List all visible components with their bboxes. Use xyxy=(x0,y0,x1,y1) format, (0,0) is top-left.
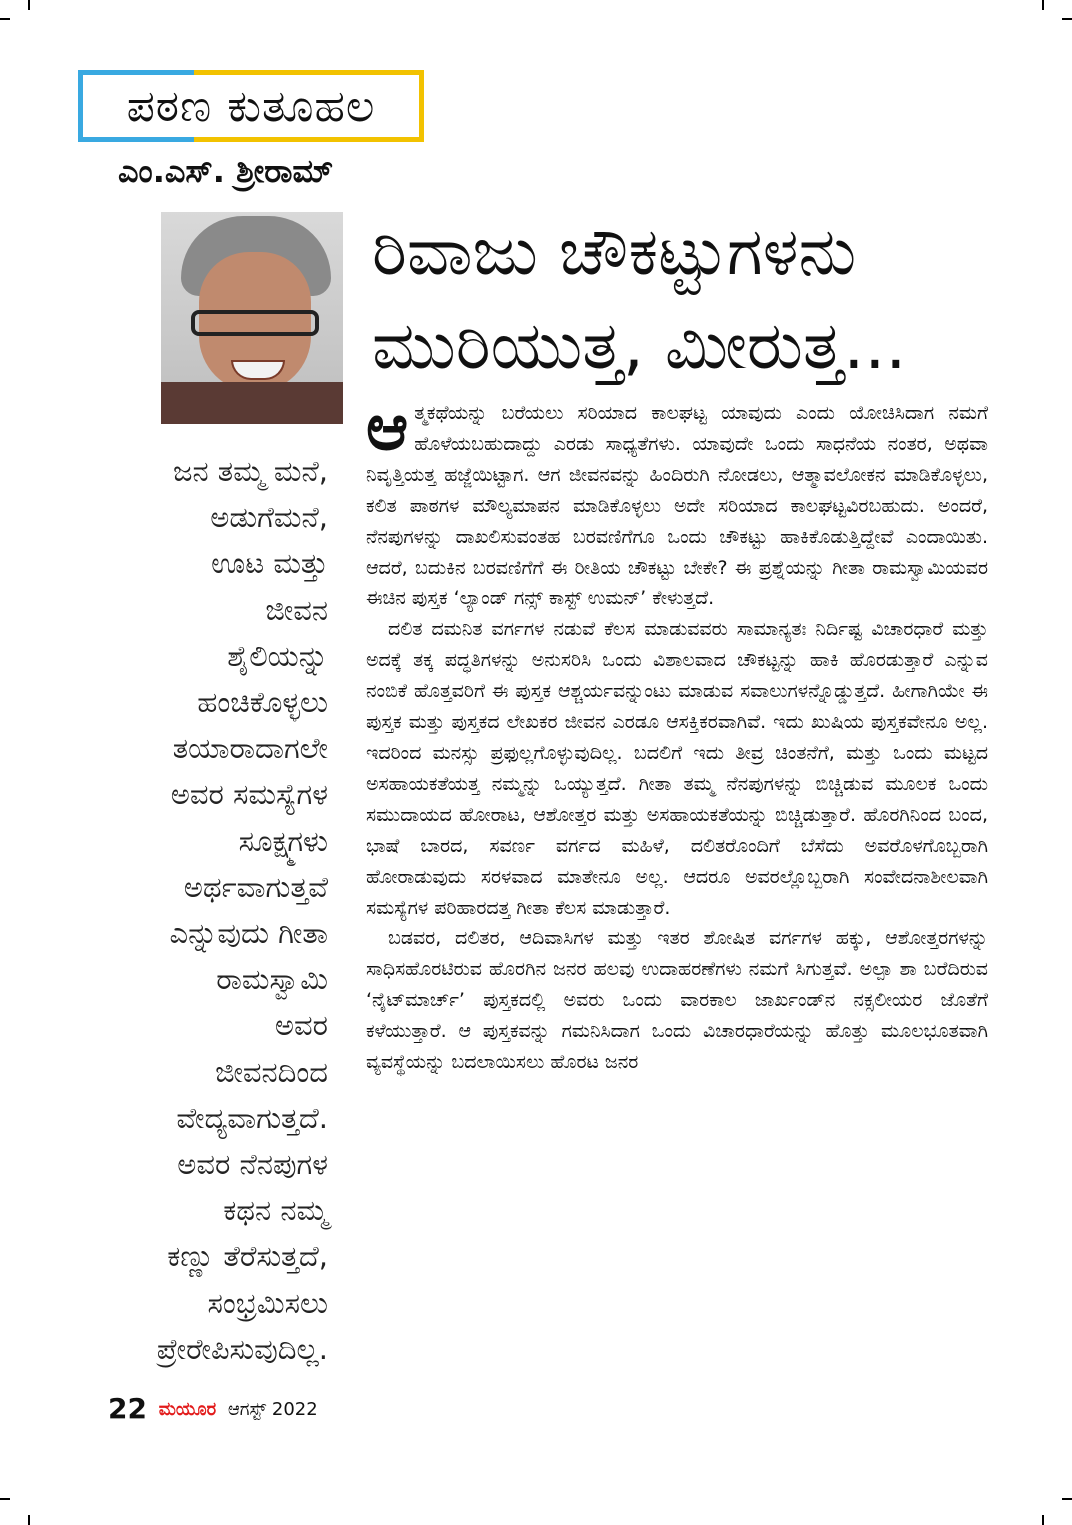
pull-quote-line: ಅಡುಗೆಮನೆ, xyxy=(210,500,328,535)
magazine-name: ಮಯೂರ xyxy=(158,1399,217,1420)
crop-mark xyxy=(1042,1515,1044,1525)
column-banner xyxy=(78,70,424,142)
crop-mark xyxy=(0,1498,10,1500)
pull-quote-line: ಜನ ತಮ್ಮ ಮನೆ, xyxy=(172,454,328,488)
pull-quote-line: ಸಂಭ್ರಮಿಸಲು xyxy=(207,1285,328,1320)
article-headline xyxy=(372,205,1012,393)
pull-quote-line: ಹಂಚಿಕೊಳ್ಳಲು xyxy=(197,685,328,720)
page-footer xyxy=(108,1392,318,1425)
paragraph-1-text: ತ್ಮಕಥೆಯನ್ನು ಬರೆಯಲು ಸರಿಯಾದ ಕಾಲಘಟ್ಟ ಯಾವುದು ಎಂದು ಯೋಚಿಸಿದಾಗ ನಮಗೆ ಹೊಳೆಯಬಹುದಾದ್ದು ಎರಡು ಸಾಧ್ಯತೆಗಳು. ಯಾವುದೇ ಒಂದು ಸಾಧನೆಯ ನಂತರ, ಅಥವಾ ನಿವೃತ್ತಿಯತ್ತ ಹಜ್ಜೆಯಿಟ್ಟಾಗ. ಆಗ ಜೀವನವನ್ನು ಹಿಂದಿರುಗಿ ನೋಡಲು, ಆತ್ಮಾವಲೋಕನ ಮಾಡಿಕೊಳ್ಳಲು, ಕಲಿತ ಪಾಠಗಳ ಮೌಲ್ಯಮಾಪನ ಮಾಡಿಕೊಳ್ಳಲು ಅದೇ ಸರಿಯಾದ ಕಾಲಘಟ್ಟವಿರಬಹುದು. ಅಂದರೆ, ನೆನಪುಗಳನ್ನು ದಾಖಲಿಸುವಂತಹ ಬರವಣಿಗೆಗೂ ಒಂದು ಚೌಕಟ್ಟು ಹಾಕಿಕೊಡುತ್ತಿದ್ದೇವೆ ಎಂದಾಯಿತು. ಆದರೆ, ಬದುಕಿನ ಬರವಣಿಗೆಗೆ ಈ ರೀತಿಯ ಚೌಕಟ್ಟು ಬೇಕೇ? ಈ ಪ್ರಶ್ನೆಯನ್ನು ಗೀತಾ ರಾಮಸ್ವಾಮಿಯವರ ಈಚಿನ ಪುಸ್ತಕ ‘ಲ್ಯಾಂಡ್ ಗನ್ಸ್ ಕಾಸ್ಟ್ ಉಮನ್’ ಕೇಳುತ್ತದೆ. xyxy=(366,402,988,610)
pull-quote-line: ತಯಾರಾದಾಗಲೇ xyxy=(172,731,328,766)
crop-mark xyxy=(1062,18,1072,20)
paragraph-1 xyxy=(366,391,988,614)
headline-line-2: ಮುರಿಯುತ್ತ, ಮೀರುತ್ತ... xyxy=(372,307,907,384)
pull-quote-line: ಕಥನ ನಮ್ಮ xyxy=(223,1193,328,1228)
crop-mark xyxy=(1062,1498,1072,1500)
pull-quote-line: ವೇದ್ಯವಾಗುತ್ತದೆ. xyxy=(176,1100,328,1135)
drop-cap: ಆ xyxy=(366,391,409,465)
pull-quote-line: ಪ್ರೇರೇಪಿಸುವುದಿಲ್ಲ. xyxy=(156,1331,328,1366)
pull-quote-line: ಕಣ್ಣು ತೆರೆಸುತ್ತದೆ, xyxy=(167,1239,328,1274)
pull-quote-line: ಜೀವನ xyxy=(265,592,328,627)
pull-quote-line: ರಾಮಸ್ವಾಮಿ xyxy=(216,962,328,997)
author-name: ಎಂ.ಎಸ್. ಶ್ರೀರಾಮ್ xyxy=(118,152,334,190)
article-body xyxy=(366,391,988,1078)
crop-mark xyxy=(0,18,10,20)
crop-mark xyxy=(28,0,30,10)
pull-quote-line: ಅವರ ಸಮಸ್ಯೆಗಳ xyxy=(170,777,328,812)
pull-quote-line: ಎನ್ನುವುದು ಗೀತಾ xyxy=(169,916,328,951)
pull-quote-line: ಜೀವನದಿಂದ xyxy=(215,1054,328,1089)
headline-line-1: ರಿವಾಜು ಚೌಕಟ್ಟುಗಳನು xyxy=(372,213,857,290)
column-name: ಪಠಣ ಕುತೂಹಲ xyxy=(126,81,376,132)
pull-quote-line: ಸೂಕ್ಷ್ಮಗಳು xyxy=(238,823,328,858)
paragraph-2: ದಲಿತ ದಮನಿತ ವರ್ಗಗಳ ನಡುವೆ ಕೆಲಸ ಮಾಡುವವರು ಸಾಮಾನ್ಯತಃ ನಿರ್ದಿಷ್ಟ ವಿಚಾರಧಾರೆ ಮತ್ತು ಅದಕ್ಕೆ ತಕ್ಕ ಪದ್ಧತಿಗಳನ್ನು ಅನುಸರಿಸಿ ಒಂದು ವಿಶಾಲವಾದ ಚೌಕಟ್ಟನ್ನು ಹಾಕಿ ಹೊರಡುತ್ತಾರೆ ಎನ್ನುವ ನಂಬಿಕೆ ಹೊತ್ತವರಿಗೆ ಈ ಪುಸ್ತಕ ಆಶ್ಚರ್ಯವನ್ನುಂಟು ಮಾಡುವ ಸವಾಲುಗಳನ್ನೊಡ್ಡುತ್ತದೆ. ಹೀಗಾಗಿಯೇ ಈ ಪುಸ್ತಕ ಮತ್ತು ಪುಸ್ತಕದ ಲೇಖಕರ ಜೀವನ ಎರಡೂ ಆಸಕ್ತಿಕರವಾಗಿವೆ. ಇದು ಖುಷಿಯ ಪುಸ್ತಕವೇನೂ ಅಲ್ಲ. ಇದರಿಂದ ಮನಸ್ಸು ಪ್ರಫುಲ್ಲಗೊಳ್ಳುವುದಿಲ್ಲ. ಬದಲಿಗೆ ಇದು ತೀವ್ರ ಚಿಂತನೆಗೆ, ಮತ್ತು ಒಂದು ಮಟ್ಟದ ಅಸಹಾಯಕತೆಯತ್ತ ನಮ್ಮನ್ನು ಒಯ್ಯುತ್ತದೆ. ಗೀತಾ ತಮ್ಮ ನೆನಪುಗಳನ್ನು ಬಿಚ್ಚಿಡುವ ಮೂಲಕ ಒಂದು ಸಮುದಾಯದ ಹೋರಾಟ, ಆಶೋತ್ತರ ಮತ್ತು ಅಸಹಾಯಕತೆಯನ್ನು ಬಿಚ್ಚಿಡುತ್ತಾರೆ. ಹೊರಗಿನಿಂದ ಬಂದ, ಭಾಷೆ ಬಾರದ, ಸವರ್ಣ ವರ್ಗದ ಮಹಿಳೆ, ದಲಿತರೊಂದಿಗೆ ಬೆಸೆದು ಅವರೊಳಗೊಬ್ಬರಾಗಿ ಹೋರಾಡುವುದು ಸರಳವಾದ ಮಾತೇನೂ ಅಲ್ಲ. ಆದರೂ ಅವರಲ್ಲೊಬ್ಬರಾಗಿ ಸಂವೇದನಾಶೀಲವಾಗಿ ಸಮಸ್ಯೆಗಳ ಪರಿಹಾರದತ್ತ ಗೀತಾ ಕೆಲಸ ಮಾಡುತ್ತಾರೆ. xyxy=(366,618,988,919)
crop-mark xyxy=(28,1515,30,1525)
pull-quote xyxy=(110,448,328,1372)
page-number: 22 xyxy=(108,1392,147,1425)
author-photo xyxy=(161,212,343,424)
pull-quote-line: ಶೈಲಿಯನ್ನು xyxy=(227,638,328,673)
pull-quote-line: ಊಟ ಮತ್ತು xyxy=(211,546,328,581)
issue-date: ಆಗಸ್ಟ್ 2022 xyxy=(227,1399,318,1420)
pull-quote-line: ಅವರ ನೆನಪುಗಳ xyxy=(177,1147,328,1182)
paragraph-3: ಬಡವರ, ದಲಿತರ, ಆದಿವಾಸಿಗಳ ಮತ್ತು ಇತರ ಶೋಷಿತ ವರ್ಗಗಳ ಹಕ್ಕು, ಆಶೋತ್ತರಗಳನ್ನು ಸಾಧಿಸಹೊರಟಿರುವ ಹೊರಗಿನ ಜನರ ಹಲವು ಉದಾಹರಣೆಗಳು ನಮಗೆ ಸಿಗುತ್ತವೆ. ಅಲ್ಪಾ ಶಾ ಬರೆದಿರುವ ‘ನೈಟ್‌ಮಾರ್ಚ್’ ಪುಸ್ತಕದಲ್ಲಿ ಅವರು ಒಂದು ವಾರಕಾಲ ಜಾರ್ಖಂಡ್‌ನ ನಕ್ಸಲೀಯರ ಜೊತೆಗೆ ಕಳೆಯುತ್ತಾರೆ. ಆ ಪುಸ್ತಕವನ್ನು ಗಮನಿಸಿದಾಗ ಒಂದು ವಿಚಾರಧಾರೆಯನ್ನು ಹೊತ್ತು ಮೂಲಭೂತವಾಗಿ ವ್ಯವಸ್ಥೆಯನ್ನು ಬದಲಾಯಿಸಲು ಹೊರಟ ಜನರ xyxy=(366,927,988,1074)
pull-quote-line: ಅವರ xyxy=(274,1008,328,1043)
pull-quote-line: ಅರ್ಥವಾಗುತ್ತವೆ xyxy=(183,869,328,904)
crop-mark xyxy=(1042,0,1044,10)
